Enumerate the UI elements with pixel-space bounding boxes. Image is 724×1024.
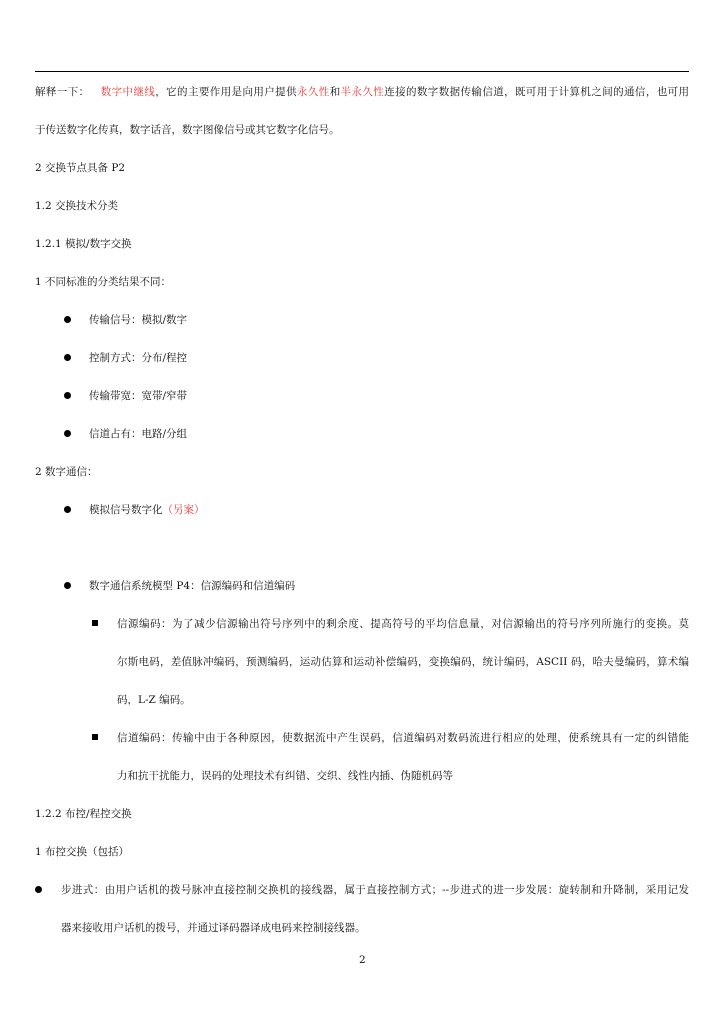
intro-text-3: 连接的数字数据传输信道，既可用于计算机之间的通信，也可用 bbox=[384, 86, 690, 98]
source-coding-line: 信源编码：为了减少信源输出符号序列中的剩余度、提高符号的平均信息量，对信源输出的符号序列所施行的变换。莫 bbox=[117, 618, 689, 630]
intro-line-1 bbox=[35, 85, 689, 99]
bullet-dot bbox=[64, 354, 71, 361]
digital-item-1 bbox=[89, 503, 205, 517]
bullet-square bbox=[92, 620, 98, 626]
bullet-dot bbox=[64, 430, 71, 437]
bullet-dot bbox=[35, 886, 42, 893]
intro-lead: 解释一下： bbox=[35, 86, 90, 98]
heading-wired-switching: 1 布控交换（包括） bbox=[35, 846, 130, 858]
digital-item-2: 数字通信系统模型 P4：信源编码和信道编码 bbox=[89, 580, 296, 592]
heading-digital-comm: 2 数字通信： bbox=[35, 466, 98, 478]
page-number: 2 bbox=[359, 954, 366, 966]
heading-1-2-2: 1.2.2 布控/程控交换 bbox=[35, 808, 132, 820]
bullet-dot bbox=[64, 392, 71, 399]
class-item: 传输信号：模拟/数字 bbox=[89, 314, 188, 326]
heading-1-2: 1.2 交换技术分类 bbox=[35, 200, 119, 212]
heading-criteria: 1 不同标准的分类结果不同： bbox=[35, 276, 172, 288]
bullet-square bbox=[92, 734, 98, 740]
term-permanent: 永久性 bbox=[296, 86, 330, 98]
class-item: 信道占有：电路/分组 bbox=[89, 428, 188, 440]
step-line: 器来接收用户话机的拨号，并通过译码器译成电码来控制接线器。 bbox=[61, 922, 366, 934]
channel-coding-line: 信道编码：传输中由于各种原因，使数据流中产生误码，信道编码对数码流进行相应的处理，使系统具有一定的纠错能 bbox=[117, 732, 689, 744]
bullet-dot bbox=[64, 506, 71, 513]
class-item: 控制方式：分布/程控 bbox=[89, 352, 188, 364]
source-coding-line: 尔斯电码，差值脉冲编码，预测编码，运动估算和运动补偿编码，变换编码，统计编码，ASCII 码，哈夫曼编码，算术编 bbox=[117, 656, 689, 668]
intro-text-2: 和 bbox=[329, 86, 341, 98]
bullet-dot bbox=[64, 582, 71, 589]
term-semi-permanent: 半永久性 bbox=[340, 86, 385, 98]
class-item: 传输带宽：宽带/窄带 bbox=[89, 390, 188, 402]
header-rule bbox=[35, 71, 689, 72]
digital-item-1-text: 模拟信号数字化 bbox=[89, 504, 163, 516]
source-coding-line: 码，L-Z 编码。 bbox=[117, 694, 191, 706]
step-line: 步进式：由用户话机的拨号脉冲直接控制交换机的接线器，属于直接控制方式；--步进式的进一步发展：旋转制和升降制，采用记发 bbox=[61, 884, 689, 896]
term-digital-trunk: 数字中继线 bbox=[100, 86, 156, 98]
intro-line-2: 于传送数字化传真，数字话音，数字图像信号或其它数字化信号。 bbox=[35, 124, 340, 136]
heading-2: 2 交换节点具备 P2 bbox=[35, 162, 126, 174]
bullet-dot bbox=[64, 316, 71, 323]
heading-1-2-1: 1.2.1 模拟/数字交换 bbox=[35, 238, 132, 250]
digital-item-1-note: （另案） bbox=[162, 504, 205, 516]
intro-text-1: ，它的主要作用是向用户提供 bbox=[155, 86, 297, 98]
channel-coding-line: 力和抗干扰能力，误码的处理技术有纠错、交织、线性内插、伪随机码等 bbox=[117, 770, 453, 782]
